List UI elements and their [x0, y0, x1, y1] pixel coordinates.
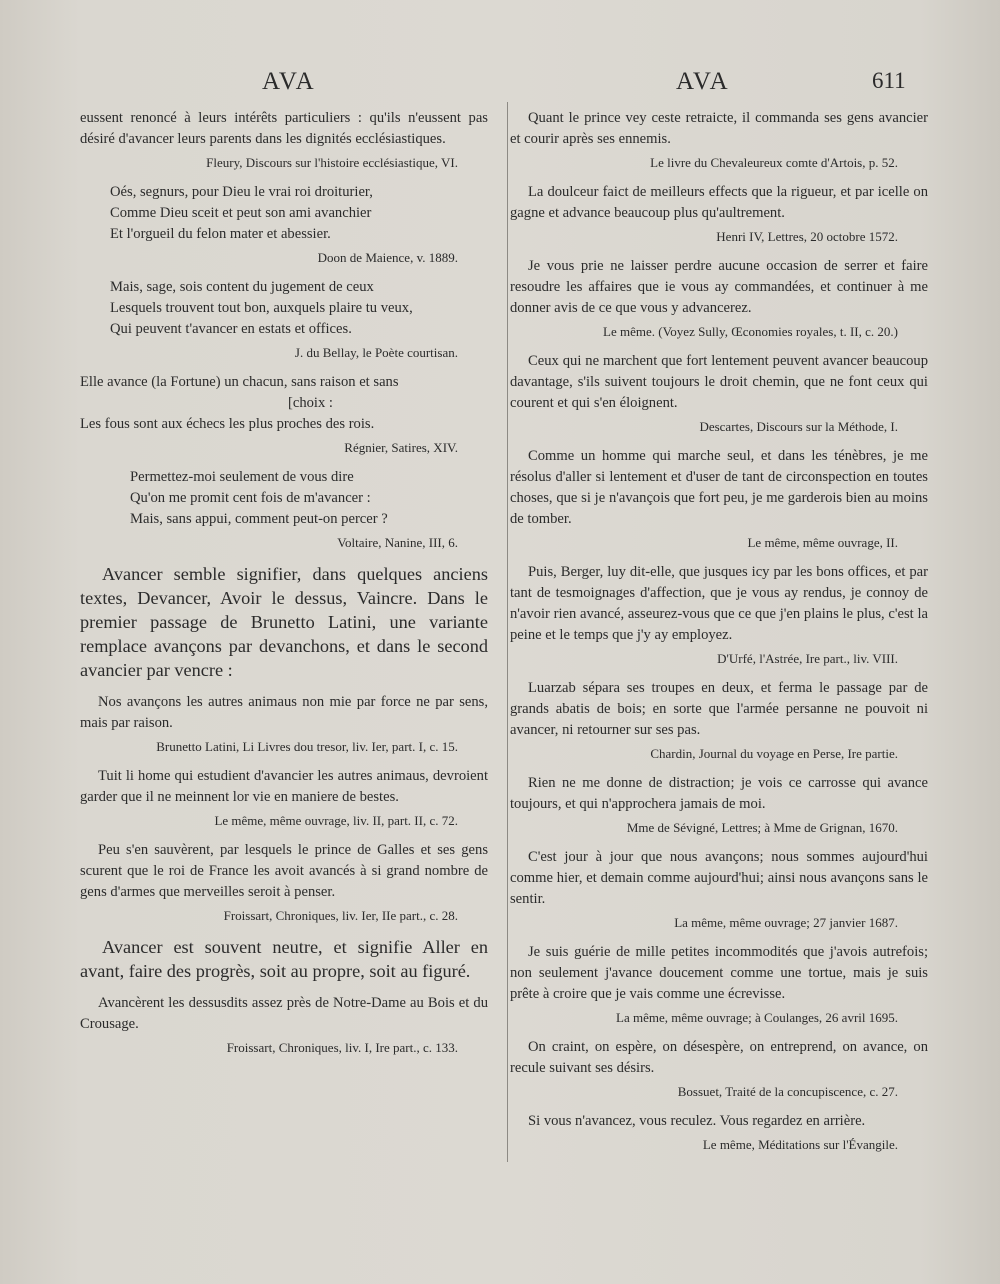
citation: Le même, même ouvrage, II.	[747, 535, 898, 550]
citation: La même, même ouvrage; à Coulanges, 26 avril 1695.	[616, 1010, 898, 1025]
column-divider	[507, 102, 508, 1162]
citation: Brunetto Latini, Li Livres dou tresor, liv. Ier, part. I, c. 15.	[156, 739, 458, 754]
quotation: Ceux qui ne marchent que fort lentement peuvent avancer beaucoup davantage, s'ils suivent toujours le droit chemin, que ne font ceux qui courent et qui s'en éloignent.	[510, 353, 928, 411]
verse-quotation	[80, 372, 488, 435]
citation: Froissart, Chroniques, liv. I, Ire part., c. 133.	[226, 1040, 458, 1055]
quotation: Comme un homme qui marche seul, et dans les ténèbres, je me résolus d'aller si lentement et d'user de tant de circonspection en toutes choses, que si je n'avançois que fort peu, je me garderois bien au moins de tomber.	[510, 448, 928, 527]
citation: Doon de Maience, v. 1889.	[317, 250, 458, 265]
page-number: 611	[872, 68, 906, 93]
quotation: Quant le prince vey ceste retraicte, il commanda ses gens avancier et courir après ses ennemis.	[510, 110, 928, 147]
verse-line: Lesquels trouvent tout bon, auxquels plaire tu veux,	[110, 300, 413, 316]
citation: Le même. (Voyez Sully, Œconomies royales, t. II, c. 20.)	[603, 324, 898, 339]
quotation: Si vous n'avancez, vous reculez. Vous regardez en arrière.	[528, 1113, 866, 1129]
quotation: Rien ne me donne de distraction; je vois ce carrosse qui avance toujours, et qui n'approchera jamais de moi.	[510, 775, 928, 812]
verse-quotation	[110, 182, 488, 245]
definition-paragraph: Avancer semble signifier, dans quelques anciens textes, Devancer, Avoir le dessus, Vaincre. Dans le premier passage de Brunetto Latini, une variante remplace avançons par devanchons, et dans le second avancier par vencre :	[80, 564, 488, 680]
citation: La même, même ouvrage; 27 janvier 1687.	[674, 915, 898, 930]
citation: Mme de Sévigné, Lettres; à Mme de Grignan, 1670.	[626, 820, 898, 835]
citation: Fleury, Discours sur l'histoire ecclésiastique, VI.	[206, 155, 458, 170]
verse-quotation	[130, 467, 488, 530]
quotation: C'est jour à jour que nous avançons; nous sommes aujourd'hui comme hier, et demain comme aujourd'hui; ainsi nous avançons sans le sentir.	[510, 849, 928, 907]
quotation: Nos avançons les autres animaus non mie par force ne par sens, mais par raison.	[80, 694, 488, 731]
quotation: Luarzab sépara ses troupes en deux, et ferma le passage par de grands abatis de bois; en sorte que l'armée persanne ne pouvoit ni avancer, ni retourner sur ses pas.	[510, 680, 928, 738]
quotation: Peu s'en sauvèrent, par lesquels le prince de Galles et ses gens scurent que le roi de France les avoit avancés à si grand nombre de gens d'armes que merveilles seroit à penser.	[80, 842, 488, 900]
right-running-head: AVA	[676, 68, 730, 95]
citation: Le livre du Chevaleureux comte d'Artois, p. 52.	[650, 155, 898, 170]
verse-line: Permettez-moi seulement de vous dire	[130, 469, 354, 485]
quotation: Je suis guérie de mille petites incommodités que j'avois autrefois; non seulement j'avance doucement comme une tortue, mais je suis prête à croire que je vais comme une écrevisse.	[510, 944, 928, 1002]
citation: Voltaire, Nanine, III, 6.	[337, 535, 458, 550]
definition-paragraph: Avancer est souvent neutre, et signifie Aller en avant, faire des progrès, soit au propre, soit au figuré.	[80, 937, 488, 981]
verse-line: Qu'on me promit cent fois de m'avancer :	[130, 490, 371, 506]
verse-line: Qui peuvent t'avancer en estats et offices.	[110, 321, 352, 337]
verse-line-continuation: [choix :	[288, 395, 333, 411]
quotation: On craint, on espère, on désespère, on entreprend, on avance, on recule suivant ses désirs.	[510, 1039, 928, 1076]
right-column	[510, 108, 928, 1164]
quotation: La doulceur faict de meilleurs effects que la rigueur, et par icelle on gagne et advance beaucoup plus qu'aultrement.	[510, 184, 928, 221]
citation: Régnier, Satires, XIV.	[344, 440, 458, 455]
citation: Henri IV, Lettres, 20 octobre 1572.	[716, 229, 898, 244]
left-column	[80, 108, 488, 1067]
verse-line: Les fous sont aux échecs les plus proches des rois.	[80, 416, 375, 432]
quotation: Je vous prie ne laisser perdre aucune occasion de serrer et faire resoudre les affaires que ie vous ay commandées, et continuer à me donner avis de ce que vous y advancerez.	[510, 258, 928, 316]
citation: Froissart, Chroniques, liv. Ier, IIe part., c. 28.	[223, 908, 458, 923]
citation: Bossuet, Traité de la concupiscence, c. 27.	[677, 1084, 898, 1099]
quotation: Tuit li home qui estudient d'avancier les autres animaus, devroient garder que il ne meinnent lor vie en maniere de bestes.	[80, 768, 488, 805]
quotation: Puis, Berger, luy dit-elle, que jusques icy par les bons offices, et par tant de tesmoignages d'affection, que je vous ay rendus, je connoy de n'avoir rien avancé, asseurez-vous que ce que j'en plains le plus, c'est la peine et le temps que j'y ay employez.	[510, 564, 928, 643]
left-running-head: AVA	[262, 68, 316, 95]
citation: Chardin, Journal du voyage en Perse, Ire partie.	[650, 746, 898, 761]
verse-line: Mais, sans appui, comment peut-on percer ?	[130, 511, 388, 527]
citation: J. du Bellay, le Poète courtisan.	[294, 345, 458, 360]
verse-line: Mais, sage, sois content du jugement de ceux	[110, 279, 374, 295]
verse-line: Et l'orgueil du felon mater et abessier.	[110, 226, 331, 242]
citation: D'Urfé, l'Astrée, Ire part., liv. VIII.	[717, 651, 898, 666]
verse-quotation	[110, 277, 488, 340]
verse-line: Oés, segnurs, pour Dieu le vrai roi droiturier,	[110, 184, 373, 200]
verse-line: Comme Dieu sceit et peut son ami avanchier	[110, 205, 372, 221]
verse-line: Elle avance (la Fortune) un chacun, sans raison et sans	[80, 374, 399, 390]
citation: Le même, Méditations sur l'Évangile.	[702, 1137, 898, 1152]
quotation: Avancèrent les dessusdits assez près de Notre-Dame au Bois et du Crousage.	[80, 995, 488, 1032]
citation: Descartes, Discours sur la Méthode, I.	[699, 419, 898, 434]
quotation: eussent renoncé à leurs intérêts particuliers : qu'ils n'eussent pas désiré d'avancer leurs parents dans les dignités ecclésiastiques.	[80, 110, 488, 147]
citation: Le même, même ouvrage, liv. II, part. II, c. 72.	[214, 813, 458, 828]
